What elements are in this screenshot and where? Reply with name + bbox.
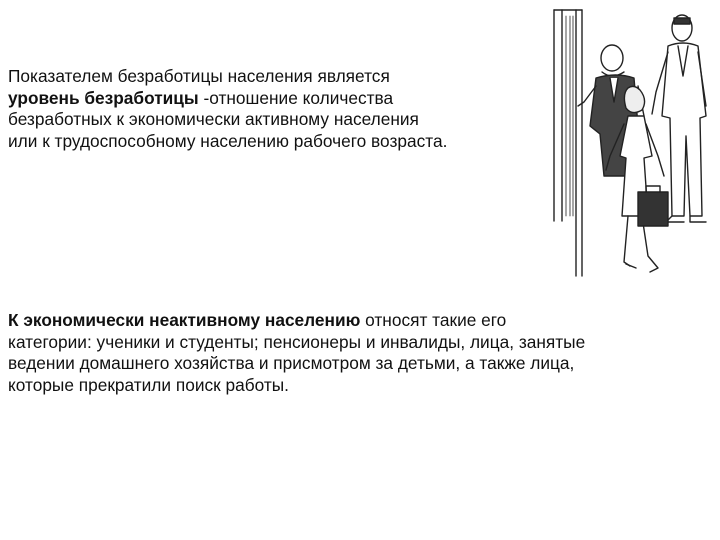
paragraph1-line4: или к трудоспособному населению рабочего возраста. [8,130,448,151]
briefcase-icon [638,186,668,226]
economically-inactive-term: К экономически неактивному населению [8,310,361,330]
paragraph1-line2-rest: -отношение количества [198,87,394,108]
paragraph2-line4: которые прекратили поиск работы. [8,374,289,395]
people-at-door-illustration [540,6,712,296]
paragraph2-line3: ведении домашнего хозяйства и присмотром за детьми, а также лица, [8,353,575,373]
door-frame-icon [554,10,582,276]
unemployment-rate-paragraph [8,66,548,152]
paragraph1-line3: безработных к экономически активному населения [8,109,419,129]
paragraph2-line1 [8,310,708,332]
paragraph2-line2: категории: ученики и студенты; пенсионеры и инвалиды, лица, занятые [8,331,586,352]
unemployment-rate-term: уровень безработицы [8,87,199,108]
paragraph1-line1: Показателем безработицы населения является [8,66,390,86]
paragraph1-line2 [8,88,548,110]
paragraph2-line1-rest: относят такие его [360,310,507,330]
economically-inactive-paragraph [8,310,708,396]
